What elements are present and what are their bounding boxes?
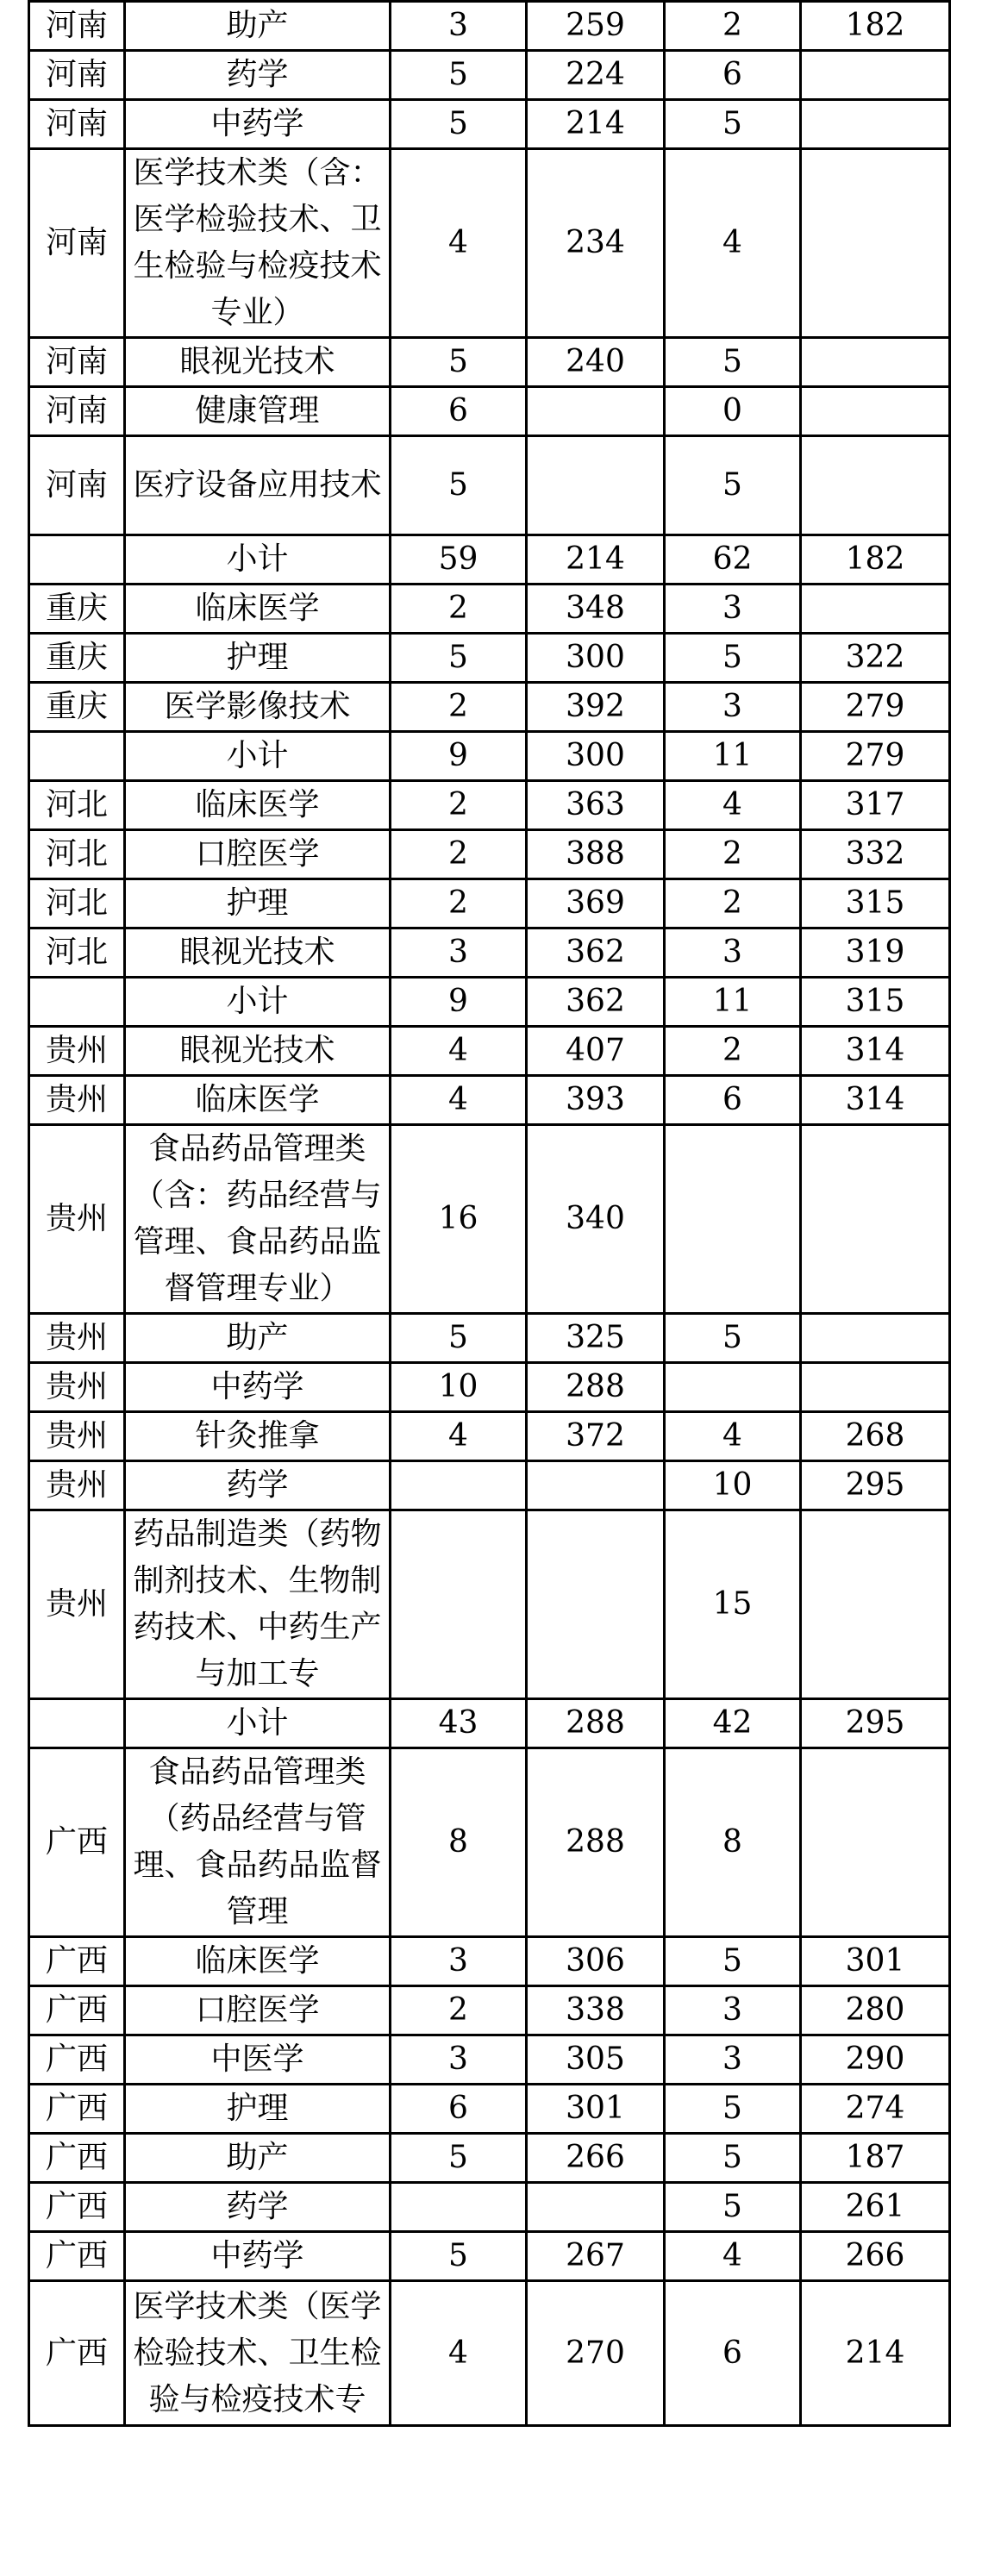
province-cell	[29, 535, 125, 585]
major-cell: 助产	[125, 2134, 391, 2183]
table-row	[29, 2134, 950, 2183]
plan-count-cell-a: 5	[391, 436, 527, 535]
plan-count-cell-b: 5	[665, 2183, 801, 2232]
plan-count-cell-a: 9	[391, 732, 527, 781]
table-row	[29, 2, 950, 51]
plan-count-cell-a	[391, 1510, 527, 1699]
plan-count-cell-a: 2	[391, 879, 527, 928]
table-row	[29, 585, 950, 634]
province-cell: 广西	[29, 1748, 125, 1937]
province-cell: 贵州	[29, 1412, 125, 1461]
min-score-cell-a: 214	[527, 100, 665, 149]
major-cell: 护理	[125, 879, 391, 928]
table-row	[29, 2085, 950, 2134]
min-score-cell-a: 300	[527, 634, 665, 683]
min-score-cell-b: 332	[801, 830, 950, 879]
plan-count-cell-a: 5	[391, 51, 527, 100]
plan-count-cell-b: 2	[665, 2, 801, 51]
province-cell: 贵州	[29, 1125, 125, 1314]
min-score-cell-a	[527, 1461, 665, 1510]
min-score-cell-b: 187	[801, 2134, 950, 2183]
plan-count-cell-b: 3	[665, 683, 801, 732]
plan-count-cell-a: 5	[391, 1314, 527, 1363]
plan-count-cell-a: 43	[391, 1699, 527, 1748]
min-score-cell-a: 340	[527, 1125, 665, 1314]
major-cell: 临床医学	[125, 585, 391, 634]
province-cell: 重庆	[29, 683, 125, 732]
min-score-cell-b: 279	[801, 683, 950, 732]
min-score-cell-b: 301	[801, 1937, 950, 1986]
province-cell	[29, 978, 125, 1027]
province-cell: 广西	[29, 2281, 125, 2426]
major-cell: 眼视光技术	[125, 338, 391, 387]
plan-count-cell-a: 5	[391, 2232, 527, 2281]
table-row	[29, 830, 950, 879]
plan-count-cell-b	[665, 1125, 801, 1314]
province-cell: 广西	[29, 2183, 125, 2232]
min-score-cell-b	[801, 1363, 950, 1412]
min-score-cell-a: 288	[527, 1748, 665, 1937]
min-score-cell-a: 270	[527, 2281, 665, 2426]
table-row	[29, 1076, 950, 1125]
plan-count-cell-a: 5	[391, 2134, 527, 2183]
plan-count-cell-a: 5	[391, 100, 527, 149]
major-cell: 医学影像技术	[125, 683, 391, 732]
table-row	[29, 781, 950, 830]
min-score-cell-a: 234	[527, 149, 665, 338]
plan-count-cell-a: 5	[391, 338, 527, 387]
admission-score-table	[28, 0, 951, 2427]
table-row	[29, 1986, 950, 2035]
table-row	[29, 1510, 950, 1699]
plan-count-cell-a	[391, 2183, 527, 2232]
plan-count-cell-b: 5	[665, 338, 801, 387]
min-score-cell-b	[801, 100, 950, 149]
subtotal-row	[29, 1699, 950, 1748]
plan-count-cell-b: 4	[665, 2232, 801, 2281]
plan-count-cell-b: 5	[665, 634, 801, 683]
table-row	[29, 51, 950, 100]
province-cell: 贵州	[29, 1510, 125, 1699]
min-score-cell-a: 362	[527, 978, 665, 1027]
plan-count-cell-a: 3	[391, 1937, 527, 1986]
province-cell: 河南	[29, 387, 125, 436]
province-cell: 河南	[29, 149, 125, 338]
major-cell: 中药学	[125, 1363, 391, 1412]
min-score-cell-b: 280	[801, 1986, 950, 2035]
min-score-cell-a: 240	[527, 338, 665, 387]
province-cell: 广西	[29, 2134, 125, 2183]
plan-count-cell-a: 5	[391, 634, 527, 683]
plan-count-cell-b: 2	[665, 879, 801, 928]
table-row	[29, 2183, 950, 2232]
min-score-cell-a: 266	[527, 2134, 665, 2183]
province-cell	[29, 732, 125, 781]
province-cell: 河南	[29, 100, 125, 149]
min-score-cell-b: 319	[801, 928, 950, 978]
min-score-cell-a: 388	[527, 830, 665, 879]
plan-count-cell-a: 2	[391, 830, 527, 879]
major-cell: 口腔医学	[125, 1986, 391, 2035]
min-score-cell-a: 363	[527, 781, 665, 830]
min-score-cell-a: 348	[527, 585, 665, 634]
min-score-cell-b: 182	[801, 2, 950, 51]
table-row	[29, 1125, 950, 1314]
province-cell: 河南	[29, 51, 125, 100]
table-row	[29, 1461, 950, 1510]
min-score-cell-b: 314	[801, 1027, 950, 1076]
province-cell: 广西	[29, 2035, 125, 2085]
min-score-cell-a: 407	[527, 1027, 665, 1076]
province-cell: 河南	[29, 2, 125, 51]
plan-count-cell-a: 3	[391, 928, 527, 978]
major-cell: 临床医学	[125, 1076, 391, 1125]
major-cell: 口腔医学	[125, 830, 391, 879]
plan-count-cell-b: 11	[665, 732, 801, 781]
major-cell: 药学	[125, 1461, 391, 1510]
min-score-cell-a: 300	[527, 732, 665, 781]
plan-count-cell-a: 6	[391, 387, 527, 436]
plan-count-cell-b: 4	[665, 149, 801, 338]
major-cell: 中药学	[125, 2232, 391, 2281]
major-cell: 医学技术类（含：医学检验技术、卫生检验与检疫技术专业）	[125, 149, 391, 338]
plan-count-cell-a: 6	[391, 2085, 527, 2134]
min-score-cell-a: 306	[527, 1937, 665, 1986]
major-cell: 小计	[125, 978, 391, 1027]
plan-count-cell-a: 3	[391, 2035, 527, 2085]
min-score-cell-a: 369	[527, 879, 665, 928]
table-row	[29, 387, 950, 436]
table-row	[29, 683, 950, 732]
major-cell: 眼视光技术	[125, 928, 391, 978]
province-cell: 河北	[29, 879, 125, 928]
plan-count-cell-a: 59	[391, 535, 527, 585]
major-cell: 中医学	[125, 2035, 391, 2085]
plan-count-cell-b	[665, 1363, 801, 1412]
min-score-cell-b: 295	[801, 1461, 950, 1510]
table-row	[29, 2232, 950, 2281]
plan-count-cell-b: 6	[665, 1076, 801, 1125]
min-score-cell-b	[801, 1748, 950, 1937]
major-cell: 健康管理	[125, 387, 391, 436]
min-score-cell-b: 182	[801, 535, 950, 585]
major-cell: 助产	[125, 1314, 391, 1363]
min-score-cell-b	[801, 338, 950, 387]
min-score-cell-a: 372	[527, 1412, 665, 1461]
province-cell: 广西	[29, 2085, 125, 2134]
min-score-cell-a: 214	[527, 535, 665, 585]
min-score-cell-b	[801, 387, 950, 436]
min-score-cell-b	[801, 1510, 950, 1699]
plan-count-cell-b: 5	[665, 100, 801, 149]
major-cell: 小计	[125, 1699, 391, 1748]
province-cell: 河北	[29, 781, 125, 830]
min-score-cell-b: 266	[801, 2232, 950, 2281]
plan-count-cell-b: 11	[665, 978, 801, 1027]
table-row	[29, 928, 950, 978]
major-cell: 护理	[125, 2085, 391, 2134]
table-row	[29, 149, 950, 338]
min-score-cell-b: 214	[801, 2281, 950, 2426]
major-cell: 医疗设备应用技术	[125, 436, 391, 535]
major-cell: 护理	[125, 634, 391, 683]
plan-count-cell-a: 9	[391, 978, 527, 1027]
plan-count-cell-a: 8	[391, 1748, 527, 1937]
table-row	[29, 879, 950, 928]
province-cell: 重庆	[29, 634, 125, 683]
subtotal-row	[29, 535, 950, 585]
min-score-cell-b	[801, 149, 950, 338]
min-score-cell-b: 279	[801, 732, 950, 781]
major-cell: 食品药品管理类（含：药品经营与管理、食品药品监督管理专业）	[125, 1125, 391, 1314]
plan-count-cell-b: 5	[665, 1314, 801, 1363]
subtotal-row	[29, 732, 950, 781]
table-row	[29, 634, 950, 683]
province-cell: 贵州	[29, 1461, 125, 1510]
province-cell: 广西	[29, 1986, 125, 2035]
major-cell: 药品制造类（药物制剂技术、生物制药技术、中药生产与加工专	[125, 1510, 391, 1699]
min-score-cell-a: 362	[527, 928, 665, 978]
major-cell: 食品药品管理类（药品经营与管理、食品药品监督管理	[125, 1748, 391, 1937]
plan-count-cell-b: 62	[665, 535, 801, 585]
province-cell: 河南	[29, 338, 125, 387]
major-cell: 中药学	[125, 100, 391, 149]
province-cell: 贵州	[29, 1076, 125, 1125]
min-score-cell-a: 301	[527, 2085, 665, 2134]
major-cell: 药学	[125, 2183, 391, 2232]
min-score-cell-b: 295	[801, 1699, 950, 1748]
plan-count-cell-a: 4	[391, 149, 527, 338]
min-score-cell-b	[801, 585, 950, 634]
major-cell: 小计	[125, 732, 391, 781]
major-cell: 眼视光技术	[125, 1027, 391, 1076]
table-row	[29, 1937, 950, 1986]
table-row	[29, 436, 950, 535]
min-score-cell-b: 322	[801, 634, 950, 683]
table-row	[29, 1314, 950, 1363]
subtotal-row	[29, 978, 950, 1027]
table-row	[29, 100, 950, 149]
table-row	[29, 2281, 950, 2426]
table-row	[29, 338, 950, 387]
min-score-cell-a: 267	[527, 2232, 665, 2281]
province-cell: 广西	[29, 2232, 125, 2281]
min-score-cell-b	[801, 436, 950, 535]
province-cell: 广西	[29, 1937, 125, 1986]
min-score-cell-b: 290	[801, 2035, 950, 2085]
plan-count-cell-b: 3	[665, 2035, 801, 2085]
province-cell: 河北	[29, 928, 125, 978]
min-score-cell-a: 393	[527, 1076, 665, 1125]
province-cell: 贵州	[29, 1363, 125, 1412]
min-score-cell-a: 325	[527, 1314, 665, 1363]
major-cell: 临床医学	[125, 781, 391, 830]
plan-count-cell-a: 4	[391, 2281, 527, 2426]
major-cell: 助产	[125, 2, 391, 51]
plan-count-cell-a: 10	[391, 1363, 527, 1412]
table-row	[29, 1363, 950, 1412]
min-score-cell-a	[527, 436, 665, 535]
plan-count-cell-b: 3	[665, 1986, 801, 2035]
table-body	[29, 2, 950, 2426]
plan-count-cell-b: 6	[665, 2281, 801, 2426]
plan-count-cell-b: 5	[665, 1937, 801, 1986]
province-cell	[29, 1699, 125, 1748]
major-cell: 药学	[125, 51, 391, 100]
plan-count-cell-a: 16	[391, 1125, 527, 1314]
min-score-cell-a: 338	[527, 1986, 665, 2035]
plan-count-cell-b: 6	[665, 51, 801, 100]
province-cell: 河南	[29, 436, 125, 535]
plan-count-cell-a: 4	[391, 1027, 527, 1076]
plan-count-cell-a: 2	[391, 683, 527, 732]
min-score-cell-a: 305	[527, 2035, 665, 2085]
min-score-cell-b	[801, 1314, 950, 1363]
plan-count-cell-a: 4	[391, 1412, 527, 1461]
min-score-cell-a: 288	[527, 1699, 665, 1748]
table-row	[29, 1748, 950, 1937]
major-cell: 针灸推拿	[125, 1412, 391, 1461]
plan-count-cell-b: 4	[665, 781, 801, 830]
table-row	[29, 1027, 950, 1076]
plan-count-cell-b: 3	[665, 585, 801, 634]
min-score-cell-b: 314	[801, 1076, 950, 1125]
plan-count-cell-b: 2	[665, 1027, 801, 1076]
major-cell: 临床医学	[125, 1937, 391, 1986]
major-cell: 医学技术类（医学检验技术、卫生检验与检疫技术专	[125, 2281, 391, 2426]
min-score-cell-b	[801, 51, 950, 100]
plan-count-cell-b: 10	[665, 1461, 801, 1510]
plan-count-cell-a: 2	[391, 585, 527, 634]
plan-count-cell-b: 3	[665, 928, 801, 978]
major-cell: 小计	[125, 535, 391, 585]
min-score-cell-a: 288	[527, 1363, 665, 1412]
province-cell: 贵州	[29, 1314, 125, 1363]
plan-count-cell-b: 0	[665, 387, 801, 436]
min-score-cell-b: 268	[801, 1412, 950, 1461]
table-row	[29, 1412, 950, 1461]
province-cell: 贵州	[29, 1027, 125, 1076]
province-cell: 重庆	[29, 585, 125, 634]
plan-count-cell-a: 2	[391, 1986, 527, 2035]
plan-count-cell-b: 42	[665, 1699, 801, 1748]
min-score-cell-b: 317	[801, 781, 950, 830]
plan-count-cell-a: 3	[391, 2, 527, 51]
min-score-cell-b: 315	[801, 879, 950, 928]
plan-count-cell-b: 5	[665, 2134, 801, 2183]
min-score-cell-a: 259	[527, 2, 665, 51]
plan-count-cell-b: 8	[665, 1748, 801, 1937]
plan-count-cell-b: 2	[665, 830, 801, 879]
min-score-cell-a	[527, 1510, 665, 1699]
plan-count-cell-a	[391, 1461, 527, 1510]
min-score-cell-b: 315	[801, 978, 950, 1027]
min-score-cell-a: 224	[527, 51, 665, 100]
min-score-cell-b: 274	[801, 2085, 950, 2134]
plan-count-cell-b: 5	[665, 2085, 801, 2134]
plan-count-cell-b: 15	[665, 1510, 801, 1699]
min-score-cell-a: 392	[527, 683, 665, 732]
table-row	[29, 2035, 950, 2085]
min-score-cell-a	[527, 387, 665, 436]
min-score-cell-a	[527, 2183, 665, 2232]
min-score-cell-b	[801, 1125, 950, 1314]
plan-count-cell-b: 5	[665, 436, 801, 535]
plan-count-cell-b: 4	[665, 1412, 801, 1461]
province-cell: 河北	[29, 830, 125, 879]
min-score-cell-b: 261	[801, 2183, 950, 2232]
plan-count-cell-a: 4	[391, 1076, 527, 1125]
plan-count-cell-a: 2	[391, 781, 527, 830]
